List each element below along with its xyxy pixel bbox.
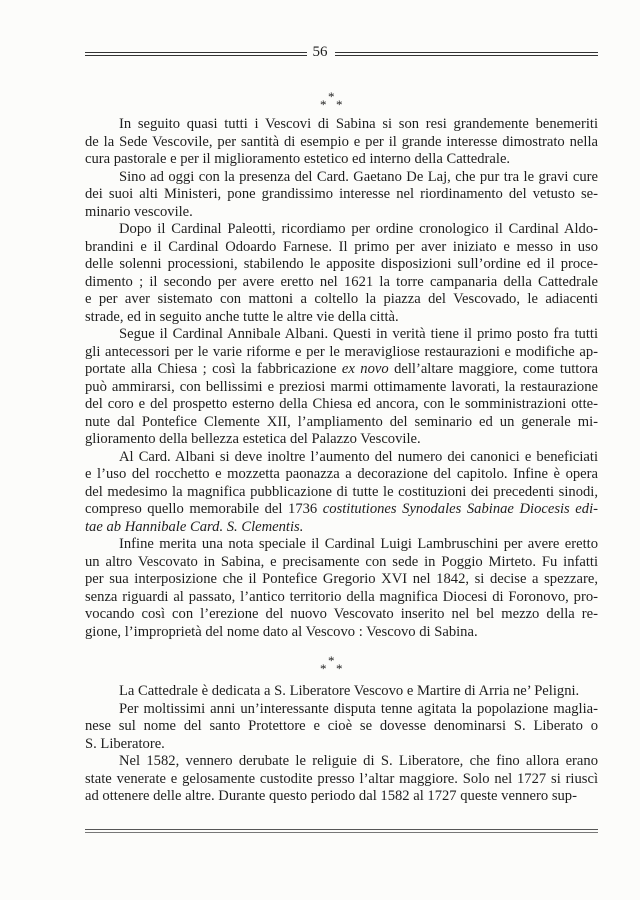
- text-line: [85, 414, 598, 432]
- text-segment: brandini e il Cardinal Odoardo Farnese. Il primo per aver iniziato e messo in uso: [85, 238, 598, 255]
- asterism-ornament: [320, 90, 360, 110]
- paragraph: [85, 753, 598, 806]
- italic-text: tae ab Hannibale Card. S. Clementis.: [85, 518, 304, 535]
- asterism-ornament: [320, 654, 360, 674]
- asterisk-icon: *: [328, 89, 335, 104]
- text-line: [85, 256, 598, 274]
- text-segment: del coro e del prospetto esterno della Chiesa ed ancora, con le somministrazioni otte-: [85, 396, 598, 412]
- text-segment: senza riguardi al passato, l’antico territorio della magnifica Diocesi di Foronovo, pro-: [85, 588, 598, 605]
- asterisk-icon: *: [328, 653, 335, 668]
- text-segment: ad ottenere delle altre. Durante questo periodo dal 1582 al 1727 queste vennero sup-: [85, 788, 577, 804]
- text-segment: e per aver sistemato con mattoni a coltello la piazza del Vescovado, le adiacenti: [85, 291, 598, 307]
- text-segment: glioramento della bellezza estetica del Palazzo Vescovile.: [85, 431, 421, 447]
- paragraph: [85, 701, 598, 754]
- text-segment: cura pastorale e per il miglioramento estetico ed interno della Cattedrale.: [85, 151, 511, 167]
- text-segment: state venerate e gelosamente custodite presso l’altar maggiore. Solo nel 1727 si riuscì: [85, 770, 598, 787]
- text-line: [85, 501, 598, 519]
- text-line: [85, 589, 598, 607]
- text-line: [85, 274, 598, 292]
- text-segment: portate alla Chiesa ; così la fabbricazione: [85, 361, 342, 377]
- text-line: [85, 571, 598, 589]
- footer-rule: [85, 829, 598, 833]
- text-line: [85, 788, 598, 806]
- text-line: [85, 519, 598, 537]
- text-segment: S. Liberatore.: [85, 735, 165, 752]
- text-line: [85, 466, 598, 484]
- text-segment: del medesimo la magnifica pubblicazione di tutte le costituzioni dei precedenti sinodi,: [85, 483, 598, 500]
- text-line: [85, 449, 598, 467]
- asterisk-icon: *: [320, 661, 327, 676]
- text-line: [85, 606, 598, 624]
- asterisk-icon: *: [336, 661, 343, 676]
- text-segment: compreso quello memorabile del 1736: [85, 501, 323, 517]
- text-segment: e l’uso del rocchetto e mozzetta paonazza a decorazione del capitolo. Infine è opera: [85, 466, 598, 482]
- text-line: [85, 291, 598, 309]
- text-segment: minario vescovile.: [85, 203, 193, 220]
- text-segment: Per moltissimi anni un’interessante disputa tenne agitata la popolazione maglia-: [119, 700, 598, 717]
- text-line: [85, 221, 598, 239]
- paragraph: [85, 536, 598, 641]
- paragraph: [85, 326, 598, 449]
- text-line: [85, 683, 598, 701]
- text-line: [85, 309, 598, 327]
- text-segment: per sua interposizione che il Pontefice Gregorio XVI nel 1842, si decise a spezzare,: [85, 571, 598, 587]
- text-line: [85, 396, 598, 414]
- text-segment: dei suoi alti Ministeri, pone grandissimo interesse nel riordinamento del vetusto se-: [85, 186, 598, 202]
- text-segment: gione, l’improprietà del nome dato al Vescovo : Vescovo di Sabina.: [85, 623, 478, 640]
- text-line: [85, 151, 598, 169]
- text-line: [85, 718, 598, 736]
- text-line: [85, 169, 598, 187]
- text-section-cathedral: [85, 683, 598, 806]
- text-segment: può ammirarsi, con bellissimi e preziosi marmi ottimamente lavorati, la restaurazione: [85, 378, 598, 395]
- text-segment: Sino ad oggi con la presenza del Card. Gaetano De Laj, che pur tra le gravi cure: [119, 168, 598, 185]
- text-segment: Al Card. Albani si deve inoltre l’aumento del numero dei canonici e beneficiati: [119, 448, 598, 465]
- text-segment: delle solenni processioni, stabilendo le apposite disposizioni sull’ordine ed il proce-: [85, 256, 598, 272]
- italic-text: costitutiones Synodales Sabinae Diocesis edi-: [322, 501, 598, 517]
- text-line: [85, 134, 598, 152]
- text-segment: dimento ; il secondo per avere eretto nel 1621 la torre campanaria della Cattedrale: [85, 273, 598, 290]
- asterisk-icon: *: [336, 97, 343, 112]
- paragraph: [85, 116, 598, 169]
- text-line: [85, 771, 598, 789]
- text-segment: gli antecessori per le varie riforme e per le meravigliose restaurazioni e modifiche ap-: [85, 343, 598, 360]
- text-line: [85, 554, 598, 572]
- paragraph: [85, 169, 598, 222]
- text-line: [85, 624, 598, 642]
- text-segment: Segue il Cardinal Annibale Albani. Questi in verità tiene il primo posto fra tutti: [119, 326, 598, 342]
- text-line: [85, 116, 598, 134]
- text-section-bishops: [85, 116, 598, 641]
- text-segment: In seguito quasi tutti i Vescovi di Sabina si son resi grandemente benemeriti: [119, 116, 598, 132]
- text-line: [85, 736, 598, 754]
- header-rule-right: [335, 52, 598, 56]
- paragraph: [85, 221, 598, 326]
- text-segment: de la Sede Vescovile, per santità di esempio e per il grande interesse dimostrato nella: [85, 133, 598, 150]
- text-segment: Infine merita una nota speciale il Cardinal Luigi Lambruschini per avere eretto: [119, 536, 598, 552]
- text-segment: Nel 1582, vennero derubate le religuie di S. Liberatore, che fino allora erano: [119, 753, 598, 769]
- asterisk-icon: *: [320, 97, 327, 112]
- italic-text: ex novo: [341, 361, 389, 377]
- text-line: [85, 536, 598, 554]
- text-line: [85, 186, 598, 204]
- text-segment: nese sul nome del santo Protettore e cioè se dovesse denominarsi S. Liberato o: [85, 718, 598, 734]
- text-line: [85, 326, 598, 344]
- paragraph: [85, 449, 598, 537]
- text-segment: un altro Vescovato in Sabina, e precisamente con sede in Poggio Mirteto. Fu infatti: [85, 553, 598, 570]
- text-line: [85, 239, 598, 257]
- text-segment: Dopo il Cardinal Paleotti, ricordiamo per ordine cronologico il Cardinal Aldo-: [119, 221, 598, 237]
- text-line: [85, 484, 598, 502]
- text-line: [85, 753, 598, 771]
- text-segment: La Cattedrale è dedicata a S. Liberatore Vescovo e Martire di Arria ne’ Peligni.: [119, 683, 580, 699]
- page-number: 56: [312, 44, 328, 60]
- text-line: [85, 204, 598, 222]
- paragraph: [85, 683, 598, 701]
- text-segment: strade, ed in seguito anche tutte le altre vie della città.: [85, 308, 399, 325]
- text-line: [85, 701, 598, 719]
- text-segment: vocando così con l’erezione del nuovo Vescovato inserito nel bel mezzo della re-: [85, 606, 598, 622]
- text-segment: dell’altare maggiore, come tuttora: [388, 361, 598, 377]
- text-line: [85, 379, 598, 397]
- text-segment: nute dal Pontefice Clemente XII, l’ampliamento del seminario ed un generale mi-: [85, 413, 598, 430]
- text-line: [85, 361, 598, 379]
- text-line: [85, 344, 598, 362]
- text-line: [85, 431, 598, 449]
